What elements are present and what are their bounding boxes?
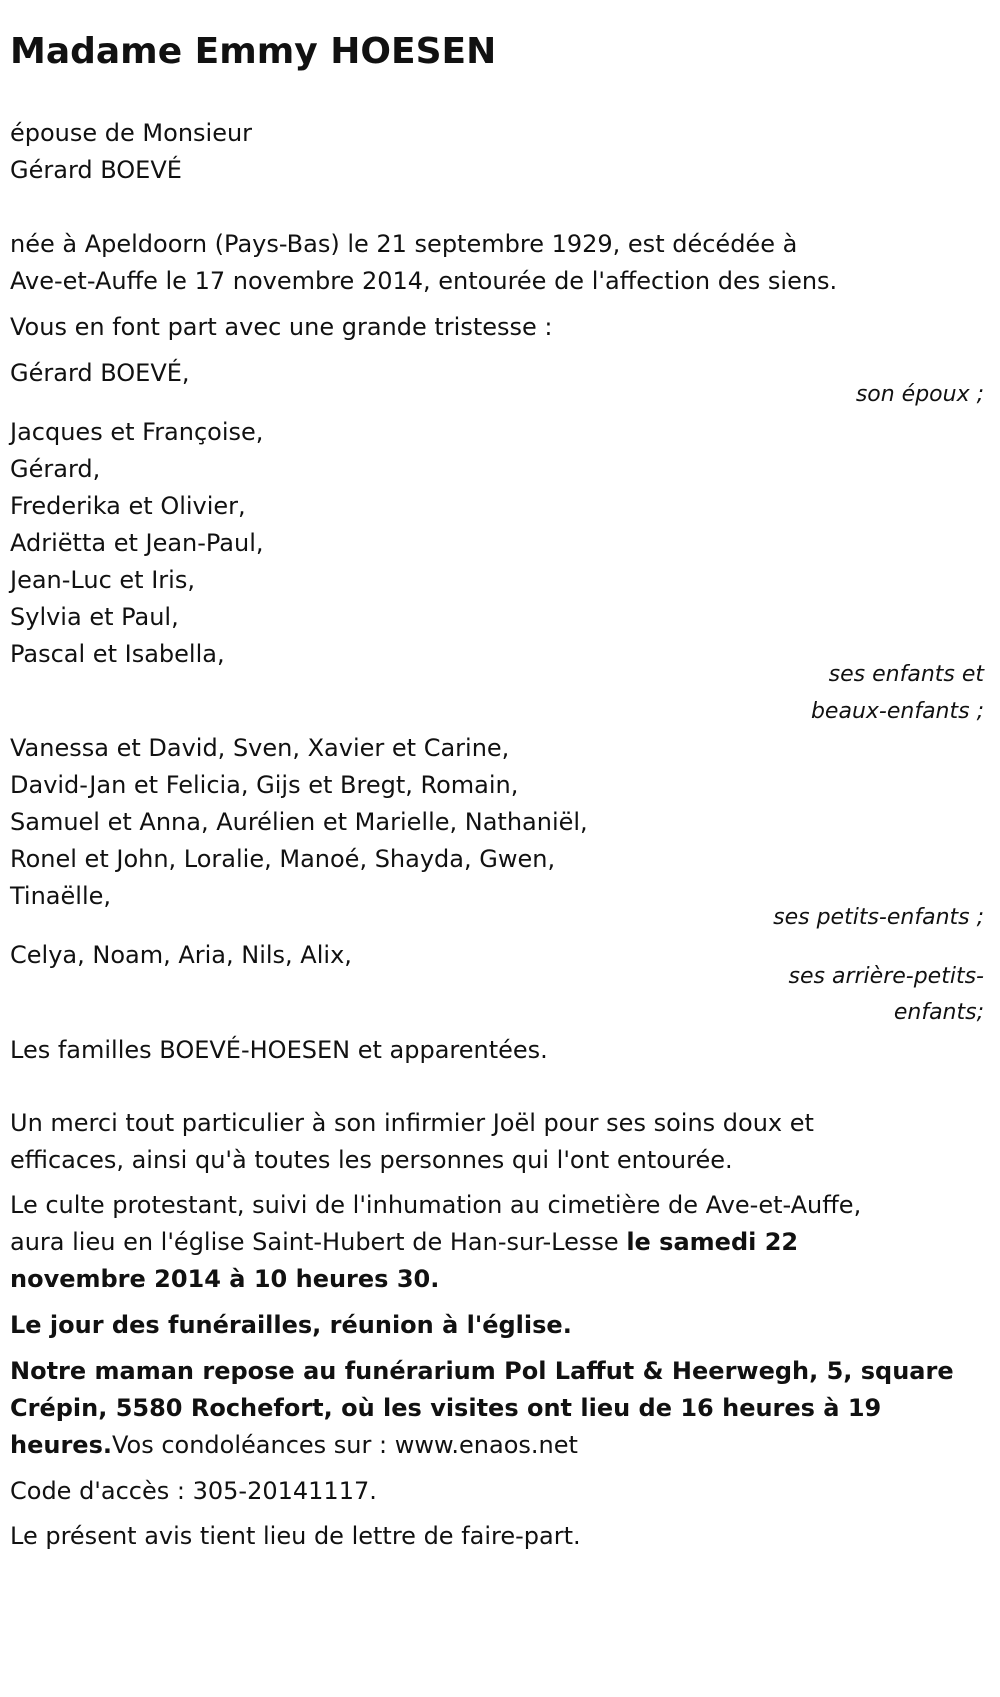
- announce-intro: Vous en font part avec une grande tristesse :: [10, 313, 553, 341]
- closing-line: Le présent avis tient lieu de lettre de faire-part.: [10, 1522, 581, 1550]
- grandchildren-line: Samuel et Anna, Aurélien et Marielle, Nathaniël,: [10, 808, 588, 836]
- families-line: Les familles BOEVÉ-HOESEN et apparentées.: [10, 1036, 548, 1064]
- repose-line-1: Notre maman repose au funérarium Pol Laffut & Heerwegh, 5, square: [10, 1357, 954, 1385]
- spouse-intro-line-1: épouse de Monsieur: [10, 119, 253, 147]
- ceremony-line-2: [10, 1227, 798, 1257]
- page-title: Madame Emmy HOESEN: [10, 31, 497, 72]
- great-grandchildren-relation-line-2: enfants;: [893, 1000, 984, 1025]
- grandchildren-relation: ses petits-enfants ;: [773, 905, 984, 930]
- thanks-line-2: efficaces, ainsi qu'à toutes les personnes qui l'ont entourée.: [10, 1146, 733, 1174]
- ceremony-date-text: le samedi 22: [626, 1228, 799, 1256]
- ceremony-place-text: aura lieu en l'église Saint-Hubert de Han-sur-Lesse: [10, 1228, 627, 1256]
- great-grandchildren-relation-line-1: ses arrière-petits-: [788, 964, 984, 989]
- grandchildren-line: David-Jan et Felicia, Gijs et Bregt, Romain,: [10, 771, 519, 799]
- thanks-line-1: Un merci tout particulier à son infirmier Joël pour ses soins doux et: [10, 1109, 814, 1137]
- grandchildren-line: Tinaëlle,: [10, 882, 112, 910]
- repose-line-3: [10, 1430, 578, 1460]
- child-name: Frederika et Olivier,: [10, 492, 246, 520]
- ceremony-line-1: Le culte protestant, suivi de l'inhumation au cimetière de Ave-et-Auffe,: [10, 1191, 862, 1219]
- child-name: Sylvia et Paul,: [10, 603, 179, 631]
- ceremony-line-3: novembre 2014 à 10 heures 30.: [10, 1265, 440, 1293]
- repose-hours-text: heures.: [10, 1431, 112, 1459]
- spouse-intro-line-2: Gérard BOEVÉ: [10, 156, 182, 184]
- child-name: Jean-Luc et Iris,: [10, 566, 195, 594]
- husband-name: Gérard BOEVÉ,: [10, 359, 190, 387]
- grandchildren-line: Ronel et John, Loralie, Manoé, Shayda, Gwen,: [10, 845, 556, 873]
- birth-death-line-1: née à Apeldoorn (Pays-Bas) le 21 septembre 1929, est décédée à: [10, 230, 798, 258]
- child-name: Jacques et Françoise,: [10, 418, 264, 446]
- great-grandchildren-names: Celya, Noam, Aria, Nils, Alix,: [10, 941, 352, 969]
- children-relation-line-2: beaux-enfants ;: [810, 699, 984, 724]
- grandchildren-line: Vanessa et David, Sven, Xavier et Carine,: [10, 734, 510, 762]
- funeral-day-line: Le jour des funérailles, réunion à l'église.: [10, 1311, 572, 1339]
- child-name: Pascal et Isabella,: [10, 640, 225, 668]
- husband-relation: son époux ;: [855, 382, 984, 407]
- birth-death-line-2: Ave-et-Auffe le 17 novembre 2014, entourée de l'affection des siens.: [10, 267, 838, 295]
- repose-line-2: Crépin, 5580 Rochefort, où les visites ont lieu de 16 heures à 19: [10, 1394, 882, 1422]
- child-name: Gérard,: [10, 455, 101, 483]
- access-code-line: Code d'accès : 305-20141117.: [10, 1477, 377, 1505]
- child-name: Adriëtta et Jean-Paul,: [10, 529, 264, 557]
- children-relation-line-1: ses enfants et: [828, 662, 984, 687]
- condolences-text: Vos condoléances sur : www.enaos.net: [111, 1431, 578, 1459]
